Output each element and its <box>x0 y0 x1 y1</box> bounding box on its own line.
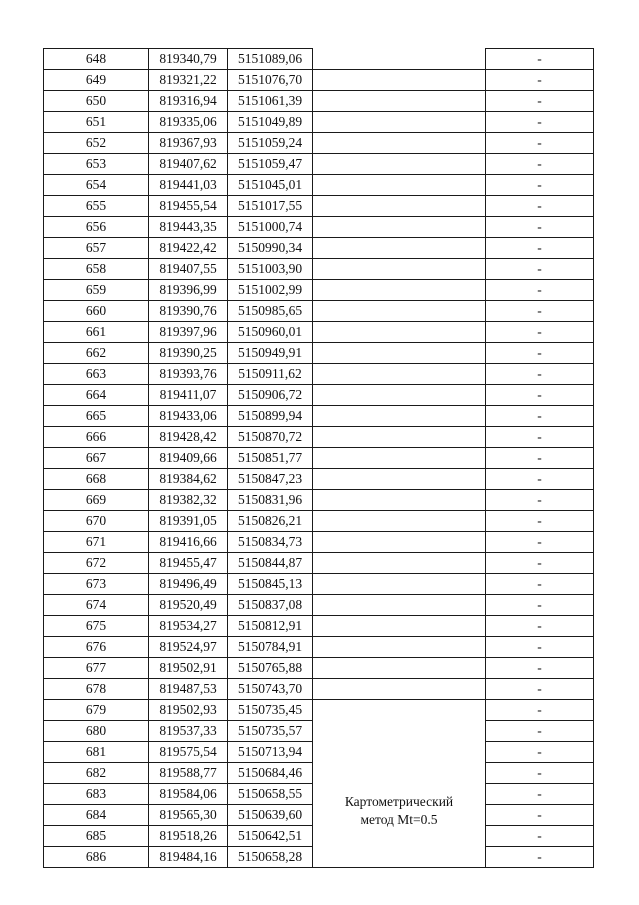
table-row <box>44 238 594 259</box>
point-number-cell: 678 <box>44 679 149 700</box>
point-number-cell: 657 <box>44 238 149 259</box>
point-number-cell: 684 <box>44 805 149 826</box>
table-row <box>44 469 594 490</box>
flag-cell: - <box>486 784 594 805</box>
flag-cell: - <box>486 511 594 532</box>
method-cell-empty <box>313 427 486 448</box>
flag-cell: - <box>486 70 594 91</box>
point-number-cell: 658 <box>44 259 149 280</box>
method-cell-empty <box>313 511 486 532</box>
method-label-line1: Картометрический <box>344 793 454 809</box>
table-row <box>44 112 594 133</box>
table-row <box>44 301 594 322</box>
flag-cell: - <box>486 826 594 847</box>
table-row <box>44 217 594 238</box>
point-number-cell: 671 <box>44 532 149 553</box>
table-row <box>44 280 594 301</box>
table-row <box>44 196 594 217</box>
flag-cell: - <box>486 280 594 301</box>
point-number-cell: 649 <box>44 70 149 91</box>
method-cell-empty <box>313 301 486 322</box>
method-cell <box>313 700 486 868</box>
point-number-cell: 668 <box>44 469 149 490</box>
point-number-cell: 675 <box>44 616 149 637</box>
point-number-cell: 666 <box>44 427 149 448</box>
x-coordinate-cell: 819409,66 <box>149 448 228 469</box>
flag-cell: - <box>486 301 594 322</box>
y-coordinate-cell: 5151059,47 <box>228 154 313 175</box>
point-number-cell: 651 <box>44 112 149 133</box>
y-coordinate-cell: 5150851,77 <box>228 448 313 469</box>
flag-cell: - <box>486 322 594 343</box>
point-number-cell: 664 <box>44 385 149 406</box>
method-label-line2: метод Mt=0.5 <box>360 811 438 827</box>
table-row <box>44 385 594 406</box>
table-row <box>44 658 594 679</box>
table-row <box>44 490 594 511</box>
flag-cell: - <box>486 847 594 868</box>
method-cell-empty <box>313 91 486 112</box>
x-coordinate-cell: 819455,54 <box>149 196 228 217</box>
point-number-cell: 681 <box>44 742 149 763</box>
method-cell-empty <box>313 595 486 616</box>
y-coordinate-cell: 5150684,46 <box>228 763 313 784</box>
method-cell-empty <box>313 448 486 469</box>
y-coordinate-cell: 5150658,28 <box>228 847 313 868</box>
table-row <box>44 574 594 595</box>
flag-cell: - <box>486 595 594 616</box>
y-coordinate-cell: 5151089,06 <box>228 49 313 70</box>
x-coordinate-cell: 819441,03 <box>149 175 228 196</box>
y-coordinate-cell: 5150713,94 <box>228 742 313 763</box>
x-coordinate-cell: 819393,76 <box>149 364 228 385</box>
x-coordinate-cell: 819502,91 <box>149 658 228 679</box>
flag-cell: - <box>486 532 594 553</box>
y-coordinate-cell: 5150765,88 <box>228 658 313 679</box>
y-coordinate-cell: 5151076,70 <box>228 70 313 91</box>
y-coordinate-cell: 5150735,45 <box>228 700 313 721</box>
x-coordinate-cell: 819518,26 <box>149 826 228 847</box>
table-row <box>44 553 594 574</box>
flag-cell: - <box>486 427 594 448</box>
y-coordinate-cell: 5150911,62 <box>228 364 313 385</box>
point-number-cell: 683 <box>44 784 149 805</box>
method-cell-empty <box>313 616 486 637</box>
x-coordinate-cell: 819390,76 <box>149 301 228 322</box>
y-coordinate-cell: 5151059,24 <box>228 133 313 154</box>
x-coordinate-cell: 819487,53 <box>149 679 228 700</box>
x-coordinate-cell: 819321,22 <box>149 70 228 91</box>
table-row <box>44 322 594 343</box>
x-coordinate-cell: 819397,96 <box>149 322 228 343</box>
y-coordinate-cell: 5150834,73 <box>228 532 313 553</box>
y-coordinate-cell: 5150949,91 <box>228 343 313 364</box>
method-cell-empty <box>313 364 486 385</box>
y-coordinate-cell: 5150812,91 <box>228 616 313 637</box>
point-number-cell: 665 <box>44 406 149 427</box>
y-coordinate-cell: 5150845,13 <box>228 574 313 595</box>
table-row <box>44 343 594 364</box>
table-row <box>44 532 594 553</box>
y-coordinate-cell: 5150784,91 <box>228 637 313 658</box>
table-row <box>44 91 594 112</box>
point-number-cell: 685 <box>44 826 149 847</box>
flag-cell: - <box>486 574 594 595</box>
x-coordinate-cell: 819433,06 <box>149 406 228 427</box>
table-row <box>44 511 594 532</box>
flag-cell: - <box>486 616 594 637</box>
x-coordinate-cell: 819428,42 <box>149 427 228 448</box>
method-cell-empty <box>313 280 486 301</box>
method-cell-empty <box>313 154 486 175</box>
flag-cell: - <box>486 91 594 112</box>
point-number-cell: 654 <box>44 175 149 196</box>
x-coordinate-cell: 819407,55 <box>149 259 228 280</box>
x-coordinate-cell: 819524,97 <box>149 637 228 658</box>
table-row <box>44 637 594 658</box>
point-number-cell: 650 <box>44 91 149 112</box>
point-number-cell: 653 <box>44 154 149 175</box>
flag-cell: - <box>486 217 594 238</box>
y-coordinate-cell: 5150837,08 <box>228 595 313 616</box>
x-coordinate-cell: 819484,16 <box>149 847 228 868</box>
point-number-cell: 669 <box>44 490 149 511</box>
y-coordinate-cell: 5150899,94 <box>228 406 313 427</box>
x-coordinate-cell: 819390,25 <box>149 343 228 364</box>
x-coordinate-cell: 819391,05 <box>149 511 228 532</box>
x-coordinate-cell: 819537,33 <box>149 721 228 742</box>
y-coordinate-cell: 5150658,55 <box>228 784 313 805</box>
flag-cell: - <box>486 238 594 259</box>
coordinates-table-body <box>44 49 594 868</box>
point-number-cell: 680 <box>44 721 149 742</box>
table-row <box>44 406 594 427</box>
method-cell-empty <box>313 112 486 133</box>
point-number-cell: 667 <box>44 448 149 469</box>
point-number-cell: 656 <box>44 217 149 238</box>
method-cell-empty <box>313 49 486 70</box>
y-coordinate-cell: 5150870,72 <box>228 427 313 448</box>
flag-cell: - <box>486 553 594 574</box>
flag-cell: - <box>486 259 594 280</box>
method-cell-empty <box>313 553 486 574</box>
point-number-cell: 679 <box>44 700 149 721</box>
x-coordinate-cell: 819335,06 <box>149 112 228 133</box>
method-cell-empty <box>313 658 486 679</box>
method-cell-empty <box>313 70 486 91</box>
method-cell-empty <box>313 637 486 658</box>
flag-cell: - <box>486 658 594 679</box>
point-number-cell: 660 <box>44 301 149 322</box>
point-number-cell: 674 <box>44 595 149 616</box>
y-coordinate-cell: 5151002,99 <box>228 280 313 301</box>
point-number-cell: 661 <box>44 322 149 343</box>
method-cell-empty <box>313 259 486 280</box>
table-row <box>44 154 594 175</box>
flag-cell: - <box>486 154 594 175</box>
x-coordinate-cell: 819496,49 <box>149 574 228 595</box>
method-cell-empty <box>313 322 486 343</box>
method-cell-empty <box>313 532 486 553</box>
table-row <box>44 259 594 280</box>
y-coordinate-cell: 5150639,60 <box>228 805 313 826</box>
method-cell-empty <box>313 217 486 238</box>
y-coordinate-cell: 5150906,72 <box>228 385 313 406</box>
x-coordinate-cell: 819411,07 <box>149 385 228 406</box>
x-coordinate-cell: 819565,30 <box>149 805 228 826</box>
flag-cell: - <box>486 112 594 133</box>
x-coordinate-cell: 819455,47 <box>149 553 228 574</box>
table-row <box>44 49 594 70</box>
x-coordinate-cell: 819367,93 <box>149 133 228 154</box>
method-cell-empty <box>313 343 486 364</box>
flag-cell: - <box>486 805 594 826</box>
x-coordinate-cell: 819575,54 <box>149 742 228 763</box>
x-coordinate-cell: 819407,62 <box>149 154 228 175</box>
flag-cell: - <box>486 469 594 490</box>
y-coordinate-cell: 5151017,55 <box>228 196 313 217</box>
table-row <box>44 595 594 616</box>
method-cell-empty <box>313 238 486 259</box>
y-coordinate-cell: 5151045,01 <box>228 175 313 196</box>
y-coordinate-cell: 5151049,89 <box>228 112 313 133</box>
y-coordinate-cell: 5150642,51 <box>228 826 313 847</box>
table-row <box>44 427 594 448</box>
x-coordinate-cell: 819340,79 <box>149 49 228 70</box>
method-cell-empty <box>313 133 486 154</box>
method-cell-empty <box>313 175 486 196</box>
point-number-cell: 686 <box>44 847 149 868</box>
table-row <box>44 133 594 154</box>
flag-cell: - <box>486 385 594 406</box>
x-coordinate-cell: 819382,32 <box>149 490 228 511</box>
y-coordinate-cell: 5151000,74 <box>228 217 313 238</box>
point-number-cell: 655 <box>44 196 149 217</box>
flag-cell: - <box>486 448 594 469</box>
flag-cell: - <box>486 196 594 217</box>
flag-cell: - <box>486 763 594 784</box>
x-coordinate-cell: 819502,93 <box>149 700 228 721</box>
point-number-cell: 676 <box>44 637 149 658</box>
y-coordinate-cell: 5150990,34 <box>228 238 313 259</box>
point-number-cell: 648 <box>44 49 149 70</box>
x-coordinate-cell: 819416,66 <box>149 532 228 553</box>
x-coordinate-cell: 819584,06 <box>149 784 228 805</box>
method-cell-empty <box>313 406 486 427</box>
table-row <box>44 616 594 637</box>
flag-cell: - <box>486 343 594 364</box>
y-coordinate-cell: 5150735,57 <box>228 721 313 742</box>
point-number-cell: 670 <box>44 511 149 532</box>
y-coordinate-cell: 5151003,90 <box>228 259 313 280</box>
point-number-cell: 677 <box>44 658 149 679</box>
x-coordinate-cell: 819316,94 <box>149 91 228 112</box>
x-coordinate-cell: 819396,99 <box>149 280 228 301</box>
y-coordinate-cell: 5150831,96 <box>228 490 313 511</box>
y-coordinate-cell: 5150743,70 <box>228 679 313 700</box>
table-row <box>44 679 594 700</box>
flag-cell: - <box>486 490 594 511</box>
table-row <box>44 448 594 469</box>
y-coordinate-cell: 5150847,23 <box>228 469 313 490</box>
x-coordinate-cell: 819534,27 <box>149 616 228 637</box>
y-coordinate-cell: 5150960,01 <box>228 322 313 343</box>
table-row <box>44 70 594 91</box>
y-coordinate-cell: 5150826,21 <box>228 511 313 532</box>
flag-cell: - <box>486 742 594 763</box>
point-number-cell: 652 <box>44 133 149 154</box>
y-coordinate-cell: 5151061,39 <box>228 91 313 112</box>
x-coordinate-cell: 819384,62 <box>149 469 228 490</box>
point-number-cell: 672 <box>44 553 149 574</box>
point-number-cell: 673 <box>44 574 149 595</box>
flag-cell: - <box>486 637 594 658</box>
method-cell-empty <box>313 490 486 511</box>
x-coordinate-cell: 819588,77 <box>149 763 228 784</box>
method-cell-empty <box>313 574 486 595</box>
flag-cell: - <box>486 406 594 427</box>
point-number-cell: 663 <box>44 364 149 385</box>
point-number-cell: 659 <box>44 280 149 301</box>
flag-cell: - <box>486 49 594 70</box>
flag-cell: - <box>486 133 594 154</box>
x-coordinate-cell: 819443,35 <box>149 217 228 238</box>
flag-cell: - <box>486 721 594 742</box>
table-row <box>44 364 594 385</box>
point-number-cell: 682 <box>44 763 149 784</box>
method-cell-empty <box>313 385 486 406</box>
table-row <box>44 175 594 196</box>
flag-cell: - <box>486 700 594 721</box>
point-number-cell: 662 <box>44 343 149 364</box>
x-coordinate-cell: 819520,49 <box>149 595 228 616</box>
table-row <box>44 700 594 721</box>
flag-cell: - <box>486 364 594 385</box>
method-cell-empty <box>313 469 486 490</box>
method-cell-empty <box>313 196 486 217</box>
method-cell-empty <box>313 679 486 700</box>
x-coordinate-cell: 819422,42 <box>149 238 228 259</box>
coordinates-table <box>43 48 594 868</box>
y-coordinate-cell: 5150985,65 <box>228 301 313 322</box>
y-coordinate-cell: 5150844,87 <box>228 553 313 574</box>
flag-cell: - <box>486 679 594 700</box>
flag-cell: - <box>486 175 594 196</box>
